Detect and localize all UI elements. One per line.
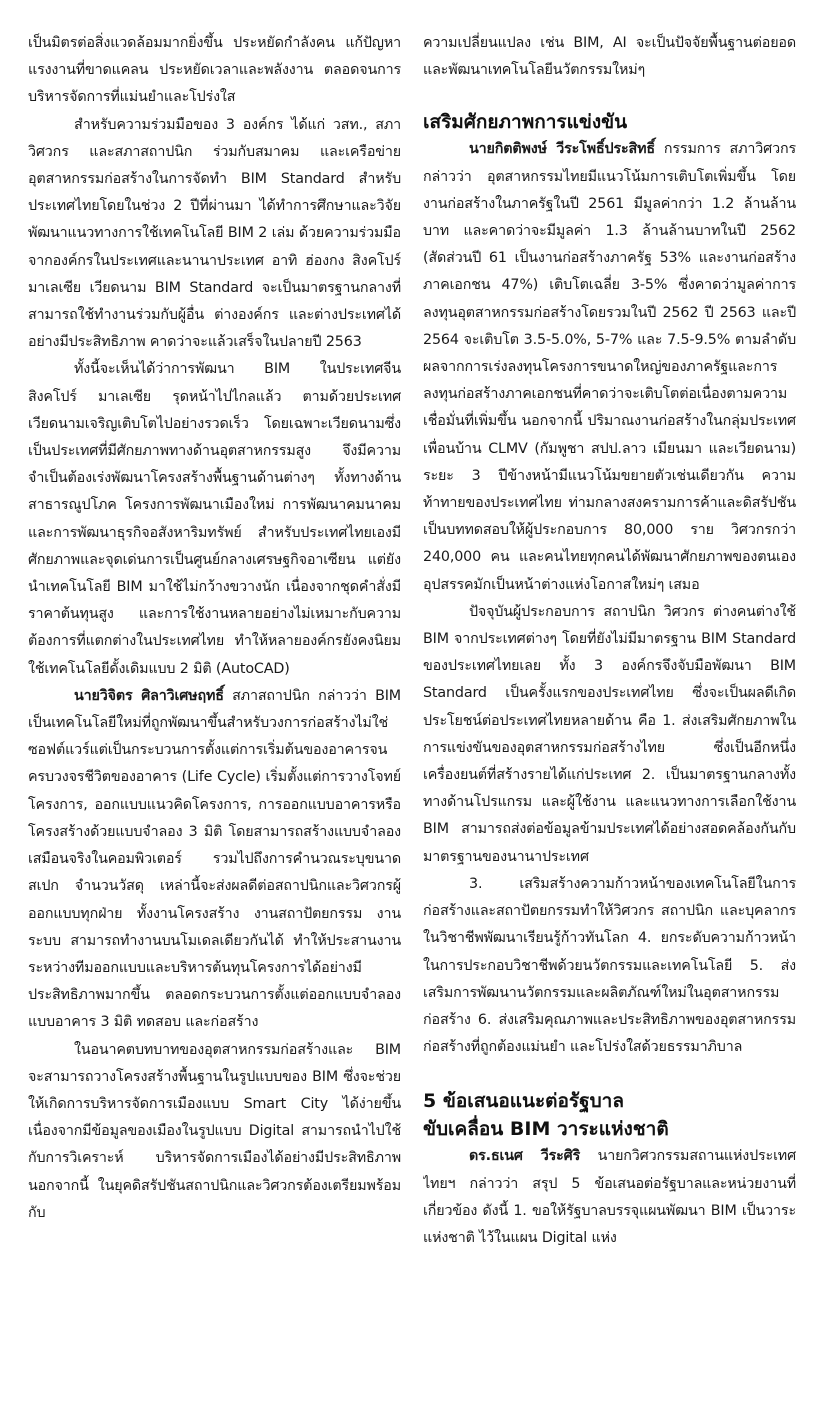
paragraph: เป็นมิตรต่อสิ่งแวดล้อมมากยิ่งขึ้น ประหยัดกำลังคน แก้ปัญหาแรงงานที่ขาดแคลน ประหยัดเวลาและพลังงาน ตลอดจนการบริหารจัดการที่แม่นยำและโปร่งใส [28,35,401,106]
right-column [423,30,796,1404]
paragraph: ในอนาคตบทบาทของอุตสาหกรรมก่อสร้างและ BIM จะสามารถวางโครงสร้างพื้นฐานในรูปแบบของ BIM ซึ่งจะช่วยให้เกิดการบริหารจัดการเมืองแบบ Smart City ได้ง่ายขึ้น เนื่องจากมีข้อมูลของเมืองในรูปแบบ Digital สามารถนำไปใช้กับการวิเคราะห์ บริหารจัดการเมืองได้อย่างมีประสิทธิภาพ นอกจากนี้ ในยุคดิสรัปชันสถาปนิกและวิศวกรต้องเตรียมพร้อมกับ [28,1041,401,1221]
paragraph: 3. เสริมสร้างความก้าวหน้าของเทคโนโลยีในการก่อสร้างและสถาปัตยกรรมทำให้วิศวกร สถาปนิก และบุคลากรในวิชาชีพพัฒนาเรียนรู้ก้าวทันโลก 4. ยกระดับความก้าวหน้าในการประกอบวิชาชีพด้วยนวัตกรรมและเทคโนโลยี 5. ส่งเสริมการพัฒนานวัตกรรมและผลิตภัณฑ์ใหม่ในอุตสาหกรรม ก่อสร้าง 6. ส่งเสริมคุณภาพและประสิทธิภาพของอุตสาหกรรมก่อสร้างที่ถูกต้องแม่นยำ และโปร่งใสด้วยธรรมาภิบาล [423,875,796,1056]
paragraph: ปัจจุบันผู้ประกอบการ สถาปนิก วิศวกร ต่างคนต่างใช้ BIM จากประเทศต่างๆ โดยที่ยังไม่มีมาตรฐาน BIM Standard ของประเทศไทยเลย ทั้ง 3 องค์กรจึงจับมือพัฒนา BIM Standard เป็นครั้งแรกของประเทศไทย ซึ่งจะเป็นผลดีเกิดประโยชน์ต่อประเทศไทยหลายด้าน คือ 1. ส่งเสริมศักยภาพในการแข่งขันของอุตสาหกรรมก่อสร้างไทย ซึ่งเป็นอีกหนึ่งเครื่องยนต์ที่สร้างรายได้แก่ประเทศ 2. เป็นมาตรฐานกลางทั้งทางด้านโปรแกรม และผู้ใช้งาน และแนวทางการเลือกใช้งาน BIM สามารถส่งต่อข้อมูลข้ามประเทศได้อย่างสอดคล้องกันกับมาตรฐานของนานาประเทศ [423,603,796,865]
paragraph-text: สภาสถาปนิก กล่าวว่า BIM เป็นเทคโนโลยีใหม่ที่ถูกพัฒนาขึ้นสำหรับวงการก่อสร้างไม่ใช่ซอฟต์แวร์แต่เป็นกระบวนการตั้งแต่การเริ่มต้นของอาคารจนครบวงจรชีวิตของอาคาร (Life Cycle) เริ่มตั้งแต่การวางโจทย์โครงการ, ออกแบบแนวคิดโครงการ, การออกแบบอาคารหรือโครงสร้างด้วยแบบจำลอง 3 มิติ โดยสามารถสร้างแบบจำลองเสมือนจริงในคอมพิวเตอร์ รวมไปถึงการคำนวณระบุขนาด สเปก จำนวนวัสดุ เหล่านี้จะส่งผลดีต่อสถาปนิกและวิศวกรผู้ออกแบบทุกฝ่าย ทั้งงานโครงสร้าง งานสถาปัตยกรรม งานระบบ สามารถทำงานบนโมเดลเดียวกันได้ ทำให้ประสานงานระหว่างทีมออกแบบและบริหารต้นทุนโครงการได้อย่างมีประสิทธิภาพมากขึ้น ตลอดกระบวนการตั้งแต่ออกแบบจำลองแบบอาคาร 3 มิติ ทดสอบ และก่อสร้าง [28,687,401,1031]
paragraph-text: ทั้งนี้จะเห็นได้ว่าการพัฒนา BIM ในประเทศจีน สิงคโปร์ มาเลเซีย รุดหน้าไปไกลแล้ว ตามด้วยประเทศเวียดนามเจริญเติบโตไปอย่างรวดเร็ว โดยเฉพาะเวียดนามซึ่งเป็นประเทศที่มีศักยภาพทางด้านอุตสาหกรรมสูง จึงมีความจำเป็นต้องเร่งพัฒนาโครงสร้างพื้นฐานด้านต่างๆ ทั้งทางด้านสาธารณูปโภค โครงการพัฒนาเมืองใหม่ การพัฒนาคมนาคม และการพัฒนาธุรกิจอสังหาริมทรัพย์ สำหรับประเทศไทยเองมีศักยภาพและจุดเด่นการเป็นศูนย์กลางเศรษฐกิจอาเซียน แต่ยังนำเทคโนโลยี BIM มาใช้ไม่กว้างขวางนัก เนื่องจากชุดคำสั่งมีราคาต้นทุนสูง และการใช้งานหลายอย่างไม่เหมาะกับความต้องการที่แตกต่างในประเทศไทย ทำให้หลายองค์กรยังคงนิยมใช้เทคโนโลยีดั้งเดิมแบบ 2 มิติ (AutoCAD) [28,361,401,677]
paragraph: ความเปลี่ยนแปลง เช่น BIM, AI จะเป็นปัจจัยพื้นฐานต่อยอดและพัฒนาเทคโนโลยีนวัตกรรมใหม่ๆ [423,35,796,79]
left-column [28,30,401,1404]
paragraph [28,683,401,1037]
paragraph-text: นายกวิศวกรรมสถานแห่งประเทศไทยฯ กล่าวว่า สรุป 5 ข้อเสนอต่อรัฐบาลและหน่วยงานที่เกี่ยวข้อง ดังนี้ 1. ขอให้รัฐบาลบรรจุแผนพัฒนา BIM เป็นวาระแห่งชาติ ไว้ในแผน Digital แห่ง [423,1148,796,1246]
section-heading: เสริมศักยภาพการแข่งขัน [423,111,628,134]
paragraph-text: กรรมการ สภาวิศวกร กล่าวว่า อุตสาหกรรมไทยมีแนวโน้มการเติบโตเพิ่มขึ้น โดยงานก่อสร้างในภาครัฐในปี 2561 มีมูลค่ากว่า 1.2 ล้านล้านบาท และคาดว่าจะมีมูลค่า 1.3 ล้านล้านบาทในปี 2562 (สัดส่วนปี 61 เป็นงานก่อสร้างภาครัฐ 53% และงานก่อสร้างภาคเอกชน 47%) เติบโตเฉลี่ย 3-5% ซึ่งคาดว่ามูลค่าการลงทุนอุตสาหกรรมก่อสร้างโดยรวมในปี 2562 ปี 2563 และปี 2564 จะเติบโต 3.5-5.0%, 5-7% และ 7.5-9.5% ตามลำดับ ผลจากการเร่งลงทุนโครงการขนาดใหญ่ของภาครัฐและการลงทุนก่อสร้างภาคเอกชนที่คาดว่าจะเติบโตต่อเนื่องตามความเชื่อมั่นที่เพิ่มขึ้น นอกจากนี้ ปริมาณงานก่อสร้างในกลุ่มประเทศเพื่อนบ้าน CLMV (กัมพูชา สปป.ลาว เมียนมา และเวียดนาม) ระยะ 3 ปีข้างหน้ามีแนวโน้มขยายตัวเช่นเดียวกัน ความท้าทายของประเทศไทย ท่ามกลางสงครามการค้าและดิสรัปชัน เป็นบททดสอบให้ผู้ประกอบการ 80,000 ราย วิศวกรกว่า 240,000 คน และคนไทยทุกคนได้พัฒนาศักยภาพของตนเอง อุปสรรคมักเป็นหน้าต่างแห่งโอกาสใหม่ๆ เสมอ [423,141,796,593]
speaker-name: ดร.ธเนศ วีระศิริ [469,1148,581,1165]
speaker-name: นายวิจิตร ศิลาวิเศษฤทธิ์ [74,687,224,704]
paragraph [423,1143,796,1252]
paragraph [28,356,401,682]
section-heading [423,1087,796,1143]
heading-line: 5 ข้อเสนอแนะต่อรัฐบาล [423,1090,624,1113]
paragraph [423,136,796,598]
paragraph: สำหรับความร่วมมือของ 3 องค์กร ได้แก่ วสท., สภาวิศวกร และสภาสถาปนิก ร่วมกับสมาคม และเครือข่ายอุตสาหกรรมก่อสร้างในการจัดทำ BIM Standard สำหรับประเทศไทยโดยในช่วง 2 ปีที่ผ่านมา ได้ทำการศึกษาและวิจัยพัฒนาแนวทางการใช้เทคโนโลยี BIM 2 เล่ม ด้วยความร่วมมือจากองค์กรในประเทศและนานาประเทศ อาทิ ฮ่องกง สิงคโปร์ มาเลเซีย เวียดนาม BIM Standard จะเป็นมาตรฐานกลางที่สามารถใช้ทำงานร่วมกับผู้อื่น ต่างองค์กร และต่างประเทศได้อย่างมีประสิทธิภาพ คาดว่าจะแล้วเสร็จในปลายปี 2563 [28,116,401,351]
heading-line: ขับเคลื่อน BIM วาระแห่งชาติ [423,1118,669,1141]
speaker-name: นายกิตติพงษ์ วีระโพธิ์ประสิทธิ์ [469,141,655,158]
